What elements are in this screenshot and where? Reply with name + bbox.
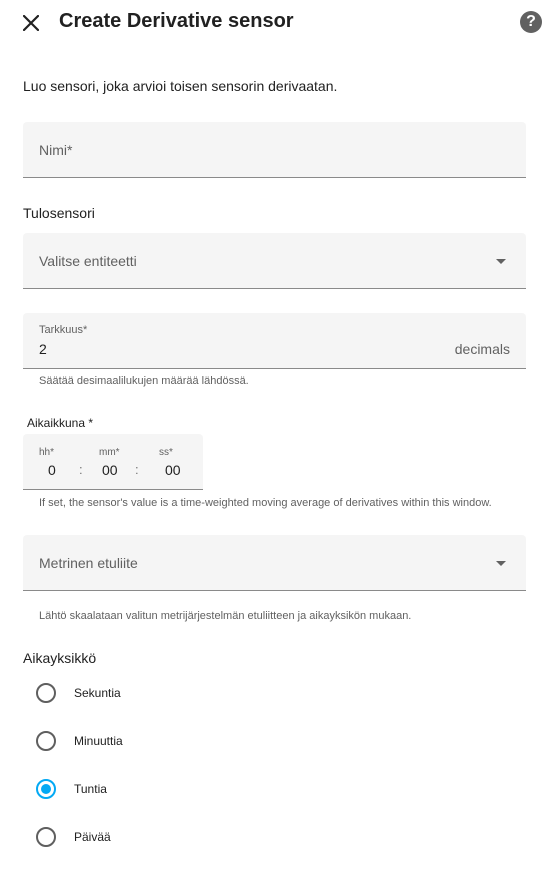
dialog-header bbox=[0, 0, 551, 46]
metric-prefix-helper: Lähtö skaalataan valitun metrijärjestelmän etuliitteen ja aikayksikön mukaan. bbox=[39, 610, 412, 622]
precision-field[interactable] bbox=[23, 313, 526, 369]
chevron-down-icon bbox=[496, 561, 506, 566]
close-icon bbox=[23, 15, 39, 31]
hours-input[interactable]: 0 bbox=[48, 462, 56, 478]
entity-picker[interactable] bbox=[23, 233, 526, 289]
seconds-input[interactable]: 00 bbox=[165, 462, 181, 478]
hours-label: hh* bbox=[39, 447, 55, 458]
precision-value: 2 bbox=[39, 341, 47, 357]
name-placeholder: Nimi* bbox=[39, 142, 73, 158]
time-unit-label: Aikayksikkö bbox=[23, 650, 97, 666]
time-window-helper: If set, the sensor's value is a time-weighted moving average of derivatives within this window. bbox=[39, 497, 492, 509]
precision-label: Tarkkuus* bbox=[39, 324, 88, 336]
time-separator: : bbox=[79, 462, 83, 477]
source-section-label: Tulosensori bbox=[23, 205, 95, 221]
close-button[interactable] bbox=[16, 8, 46, 38]
dialog-title: Create Derivative sensor bbox=[59, 10, 294, 32]
entity-placeholder: Valitse entiteetti bbox=[39, 253, 137, 269]
radio-label: Sekuntia bbox=[74, 686, 121, 700]
radio-label: Minuuttia bbox=[74, 734, 123, 748]
radio-label: Päivää bbox=[74, 830, 111, 844]
minutes-input[interactable]: 00 bbox=[102, 462, 118, 478]
radio-button[interactable] bbox=[36, 683, 56, 703]
radio-button-checked[interactable] bbox=[36, 779, 56, 799]
help-icon[interactable]: ? bbox=[520, 11, 542, 33]
radio-button[interactable] bbox=[36, 731, 56, 751]
precision-suffix: decimals bbox=[454, 341, 510, 357]
dialog-description: Luo sensori, joka arvioi toisen sensorin derivaatan. bbox=[23, 78, 338, 94]
time-window-label: Aikaikkuna * bbox=[27, 416, 94, 430]
precision-helper: Säätää desimaalilukujen määrää lähdössä. bbox=[39, 375, 249, 387]
time-separator: : bbox=[135, 462, 139, 477]
time-window-input[interactable] bbox=[23, 434, 203, 490]
metric-prefix-select[interactable] bbox=[23, 535, 526, 591]
chevron-down-icon bbox=[496, 259, 506, 264]
metric-prefix-placeholder: Metrinen etuliite bbox=[39, 555, 138, 571]
seconds-label: ss* bbox=[159, 447, 173, 458]
minutes-label: mm* bbox=[99, 447, 120, 458]
name-field[interactable] bbox=[23, 122, 526, 178]
radio-label: Tuntia bbox=[74, 782, 107, 796]
radio-button[interactable] bbox=[36, 827, 56, 847]
